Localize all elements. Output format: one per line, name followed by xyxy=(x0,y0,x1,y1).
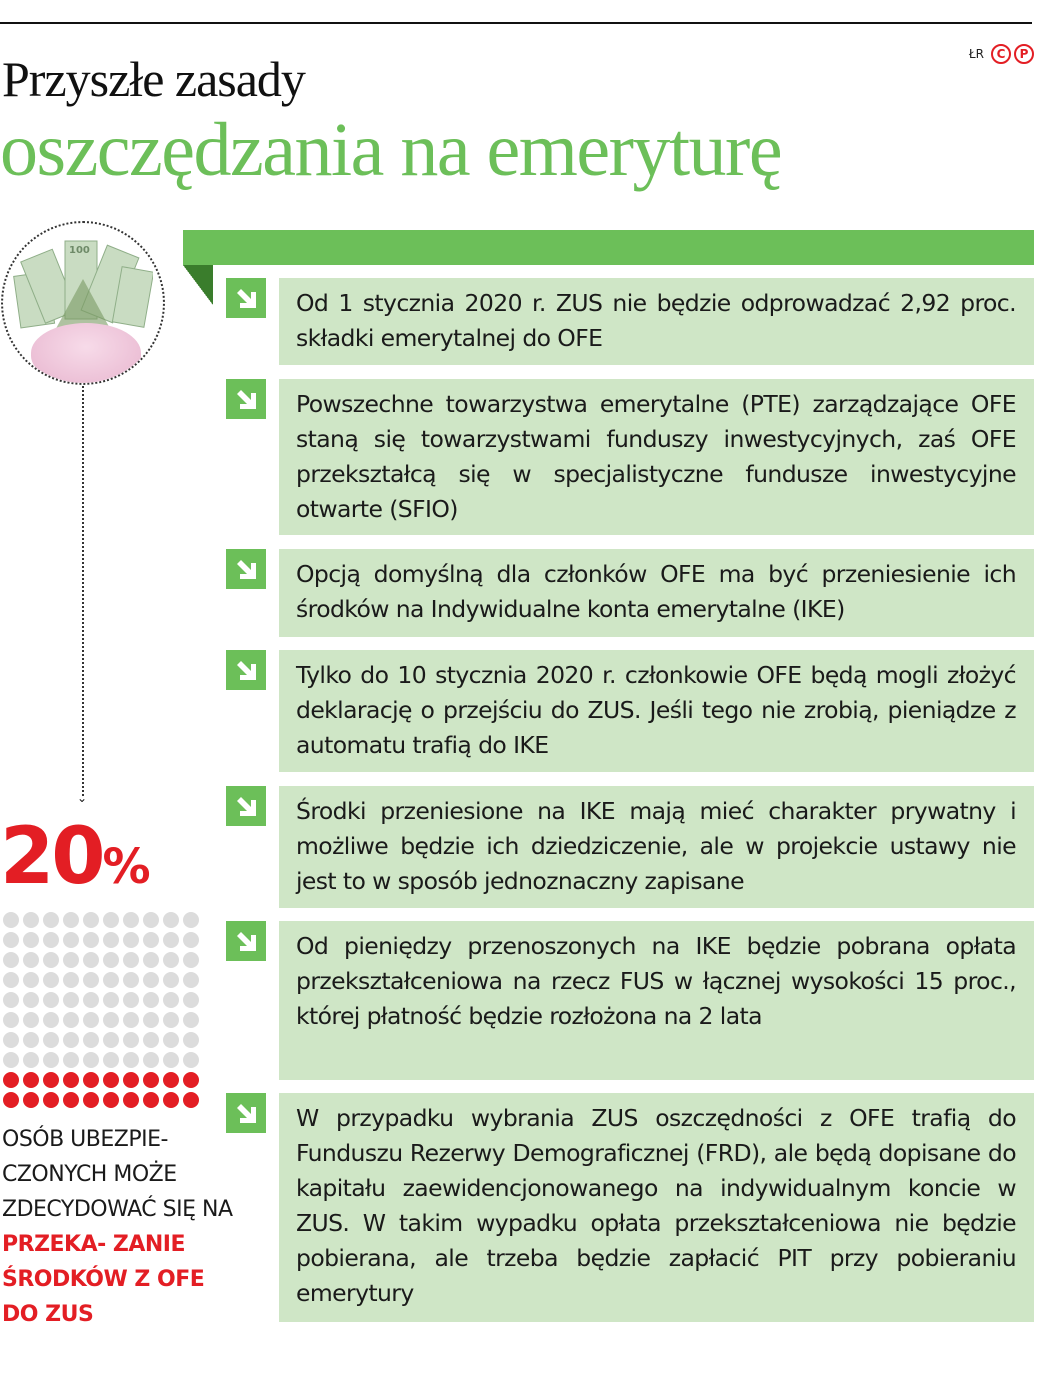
title-line-1: Przyszłe zasady xyxy=(2,51,305,107)
grid-dot xyxy=(43,1092,59,1108)
grid-dot xyxy=(183,952,199,968)
grid-dot xyxy=(183,1072,199,1088)
arrow-down-right-icon xyxy=(226,278,266,318)
header-ribbon xyxy=(183,230,1034,265)
grid-dot xyxy=(3,1032,19,1048)
grid-dot xyxy=(43,1052,59,1068)
caption-highlight: PRZEKA- ZANIE ŚRODKÓW Z OFE DO ZUS xyxy=(2,1232,205,1327)
item-box xyxy=(279,921,1034,1080)
grid-dot xyxy=(103,992,119,1008)
grid-dot xyxy=(63,952,79,968)
item-box xyxy=(279,786,1034,908)
grid-dot xyxy=(123,1052,139,1068)
grid-dot xyxy=(183,912,199,928)
connector-line xyxy=(82,386,84,796)
grid-dot xyxy=(123,992,139,1008)
caption-plain: OSÓB UBEZPIE- CZONYCH MOŻE ZDECYDOWAĆ SIĘ NA xyxy=(2,1127,233,1222)
grid-dot xyxy=(83,992,99,1008)
item-text: Opcją domyślną dla członków OFE ma być przeniesienie ich środków na Indywidualne konta emerytalne (IKE) xyxy=(296,560,1016,623)
grid-dot xyxy=(183,972,199,988)
grid-dot xyxy=(3,932,19,948)
grid-dot xyxy=(143,1012,159,1028)
chevron-down-icon: ⌄ xyxy=(77,791,88,805)
grid-dot xyxy=(43,992,59,1008)
grid-dot xyxy=(163,1052,179,1068)
grid-dot xyxy=(183,932,199,948)
grid-dot xyxy=(123,952,139,968)
grid-dot xyxy=(43,1012,59,1028)
grid-dot xyxy=(83,1072,99,1088)
item-box xyxy=(279,549,1034,637)
grid-dot xyxy=(163,1032,179,1048)
item-box xyxy=(279,379,1034,535)
grid-dot xyxy=(83,1092,99,1108)
grid-dot xyxy=(83,1052,99,1068)
list-item xyxy=(226,549,1034,637)
grid-dot xyxy=(43,912,59,928)
grid-dot xyxy=(103,1072,119,1088)
author-initials: ŁR xyxy=(968,47,984,61)
grid-dot xyxy=(3,1072,19,1088)
grid-dot xyxy=(43,952,59,968)
item-text: Od 1 stycznia 2020 r. ZUS nie będzie odprowadzać 2,92 proc. składki emerytalnej do OFE xyxy=(296,289,1016,352)
copyright-p-icon: P xyxy=(1014,44,1034,64)
grid-dot xyxy=(103,1032,119,1048)
grid-dot xyxy=(3,972,19,988)
grid-dot xyxy=(143,992,159,1008)
grid-dot xyxy=(83,932,99,948)
list-item xyxy=(226,379,1034,535)
grid-dot xyxy=(3,1092,19,1108)
grid-dot xyxy=(123,1072,139,1088)
grid-dot xyxy=(163,1072,179,1088)
author-credit xyxy=(969,44,1034,64)
grid-dot xyxy=(103,932,119,948)
grid-dot xyxy=(83,1032,99,1048)
item-text: Powszechne towarzystwa emerytalne (PTE) zarządzające OFE staną się towarzystwami funduszy inwestycyjnych, zaś OFE przekształcą się w specjalistyczne fundusze inwestycyjne otwarte (SFIO) xyxy=(296,390,1016,523)
grid-dot xyxy=(103,1052,119,1068)
grid-dot xyxy=(63,1072,79,1088)
grid-dot xyxy=(183,1052,199,1068)
grid-dot xyxy=(103,912,119,928)
grid-dot xyxy=(83,972,99,988)
grid-dot xyxy=(183,992,199,1008)
stat-caption xyxy=(2,1122,242,1332)
grid-dot xyxy=(63,932,79,948)
list-item xyxy=(226,1093,1034,1322)
grid-dot xyxy=(183,1032,199,1048)
grid-dot xyxy=(83,1012,99,1028)
ribbon-fold xyxy=(183,265,213,305)
grid-dot xyxy=(143,1052,159,1068)
arrow-down-right-icon xyxy=(226,379,266,419)
grid-dot xyxy=(83,952,99,968)
grid-dot xyxy=(143,1032,159,1048)
item-text: W przypadku wybrania ZUS oszczędności z OFE trafią do Funduszu Rezerwy Demograficznej (FRD), ale będą dopisane do kapitału zaewidencjonowanego na indywidualnym koncie w ZUS. W takim wypadku opłata przekształceniowa nie będzie pobierana, ale trzeba będzie zapłacić PIT przy pobieraniu emerytury xyxy=(296,1104,1016,1307)
grid-dot xyxy=(63,1012,79,1028)
grid-dot xyxy=(123,1032,139,1048)
grid-dot xyxy=(3,1012,19,1028)
list-item xyxy=(226,786,1034,908)
grid-dot xyxy=(23,972,39,988)
grid-dot xyxy=(3,1052,19,1068)
grid-dot xyxy=(83,912,99,928)
arrow-down-right-icon xyxy=(226,549,266,589)
dot-grid-chart xyxy=(1,910,201,1110)
svg-text:100: 100 xyxy=(69,245,90,256)
grid-dot xyxy=(163,1012,179,1028)
top-rule xyxy=(0,22,1032,24)
list-item xyxy=(226,278,1034,365)
item-text: Od pieniędzy przenoszonych na IKE będzie pobrana opłata przekształceniowa na rzecz FUS w łącznej wysokości 15 proc., której płatność będzie rozłożona na 2 lata xyxy=(296,932,1016,1030)
grid-dot xyxy=(103,1012,119,1028)
grid-dot xyxy=(63,972,79,988)
item-text: Tylko do 10 stycznia 2020 r. członkowie OFE będą mogli złożyć deklarację o przejściu do ZUS. Jeśli tego nie zrobią, pieniądze z automatu trafią do IKE xyxy=(296,661,1016,759)
arrow-down-right-icon xyxy=(226,921,266,961)
grid-dot xyxy=(23,1012,39,1028)
grid-dot xyxy=(143,1092,159,1108)
stat-number: 20 xyxy=(0,812,103,902)
list-item xyxy=(226,650,1034,772)
grid-dot xyxy=(183,1092,199,1108)
piggy-bank-money-image xyxy=(1,221,165,385)
grid-dot xyxy=(163,972,179,988)
grid-dot xyxy=(143,1072,159,1088)
grid-dot xyxy=(143,932,159,948)
grid-dot xyxy=(163,1092,179,1108)
grid-dot xyxy=(103,1092,119,1108)
grid-dot xyxy=(23,1092,39,1108)
grid-dot xyxy=(143,952,159,968)
grid-dot xyxy=(3,952,19,968)
grid-dot xyxy=(23,1032,39,1048)
grid-dot xyxy=(43,1032,59,1048)
grid-dot xyxy=(43,932,59,948)
grid-dot xyxy=(23,1052,39,1068)
grid-dot xyxy=(3,912,19,928)
grid-dot xyxy=(43,972,59,988)
arrow-down-right-icon xyxy=(226,786,266,826)
grid-dot xyxy=(43,1072,59,1088)
piggy-bank-icon xyxy=(31,323,141,383)
grid-dot xyxy=(103,952,119,968)
grid-dot xyxy=(23,1072,39,1088)
grid-dot xyxy=(143,972,159,988)
item-box xyxy=(279,650,1034,772)
grid-dot xyxy=(63,1032,79,1048)
grid-dot xyxy=(163,912,179,928)
grid-dot xyxy=(23,912,39,928)
item-box xyxy=(279,278,1034,365)
grid-dot xyxy=(123,1092,139,1108)
grid-dot xyxy=(123,972,139,988)
arrow-down-right-icon xyxy=(226,650,266,690)
copyright-c-icon: C xyxy=(991,44,1011,64)
grid-dot xyxy=(163,932,179,948)
grid-dot xyxy=(163,952,179,968)
grid-dot xyxy=(63,992,79,1008)
grid-dot xyxy=(123,932,139,948)
grid-dot xyxy=(183,1012,199,1028)
grid-dot xyxy=(63,912,79,928)
stat-percent xyxy=(0,812,151,902)
title-line-2: oszczędzania na emeryturę xyxy=(0,108,782,192)
grid-dot xyxy=(123,1012,139,1028)
grid-dot xyxy=(23,932,39,948)
item-text: Środki przeniesione na IKE mają mieć charakter prywatny i możliwe będzie ich dziedziczenie, ale w projekcie ustawy nie jest to w sposób jednoznaczny zapisane xyxy=(296,797,1016,895)
list-item xyxy=(226,921,1034,1080)
grid-dot xyxy=(123,912,139,928)
grid-dot xyxy=(63,1052,79,1068)
grid-dot xyxy=(23,992,39,1008)
arrow-down-right-icon xyxy=(226,1093,266,1133)
grid-dot xyxy=(103,972,119,988)
grid-dot xyxy=(23,952,39,968)
grid-dot xyxy=(63,1092,79,1108)
item-box xyxy=(279,1093,1034,1322)
grid-dot xyxy=(163,992,179,1008)
stat-unit: % xyxy=(102,839,151,895)
grid-dot xyxy=(143,912,159,928)
grid-dot xyxy=(3,992,19,1008)
